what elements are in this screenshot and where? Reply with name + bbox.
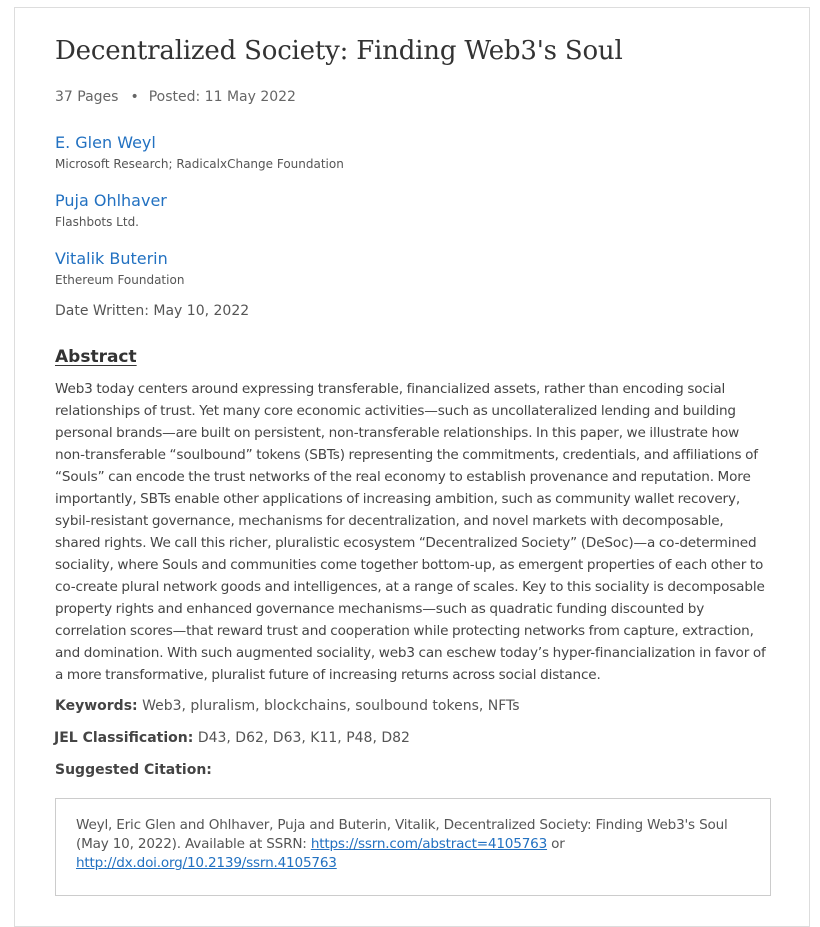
citation-label: Suggested Citation: — [55, 762, 212, 778]
citation-row — [55, 762, 212, 778]
author-affiliation: Flashbots Ltd. — [55, 215, 139, 229]
author-block — [55, 248, 184, 290]
page-count: 37 Pages — [55, 89, 119, 105]
author-link[interactable]: E. Glen Weyl — [55, 133, 156, 152]
citation-text: Weyl, Eric Glen and Ohlhaver, Puja and Buterin, Vitalik, Decentralized Society: Finding Web3's Soul (May 10, 2022). Available at SSRN: — [76, 817, 728, 852]
abstract-heading: Abstract — [55, 347, 137, 367]
paper-meta — [55, 89, 296, 105]
jel-value: D43, D62, D63, K11, P48, D82 — [197, 730, 410, 746]
author-affiliation: Microsoft Research; RadicalxChange Foundation — [55, 157, 344, 171]
paper-title: Decentralized Society: Finding Web3's Soul — [55, 36, 623, 66]
keywords-label: Keywords: — [55, 698, 138, 714]
abstract-text: Web3 today centers around expressing transferable, financialized assets, rather than encoding social relationships of trust. Yet many core economic activities—such as uncollateralized lending and building personal brands—are built on persistent, non-transferable relationships. In this paper, we illustrate how non-transferable “soulbound” tokens (SBTs) representing the commitments, credentials, and affiliations of “Souls” can encode the trust networks of the real economy to establish provenance and reputation. More importantly, SBTs enable other applications of increasing ambition, such as community wallet recovery, sybil-resistant governance, mechanisms for decentralization, and novel markets with decomposable, shared rights. We call this richer, pluralistic ecosystem “Decentralized Society” (DeSoc)—a co-determined sociality, where Souls and communities come together bottom-up, as emergent properties of each other to co-create plural network goods and intelligences, at a range of scales. Key to this sociality is decomposable property rights and enhanced governance mechanisms—such as quadratic funding discounted by correlation scores—that reward trust and cooperation while protecting networks from capture, extraction, and domination. With such augmented sociality, web3 can eschew today’s hyper-financialization in favor of a more transformative, pluralist future of increasing returns across social distance. — [55, 381, 766, 683]
posted-date: Posted: 11 May 2022 — [148, 89, 296, 105]
author-affiliation: Ethereum Foundation — [55, 273, 185, 287]
citation-box — [55, 798, 771, 896]
author-block — [55, 190, 167, 232]
jel-row — [54, 730, 410, 746]
author-block — [55, 132, 344, 174]
meta-separator: • — [130, 89, 139, 105]
keywords-row — [55, 698, 520, 714]
citation-or: or — [547, 836, 565, 852]
paper-card — [14, 7, 810, 927]
author-link[interactable]: Vitalik Buterin — [55, 249, 168, 268]
date-written: Date Written: May 10, 2022 — [55, 303, 250, 319]
doi-link[interactable]: http://dx.doi.org/10.2139/ssrn.4105763 — [76, 855, 337, 871]
jel-label: JEL Classification: — [54, 730, 194, 746]
author-link[interactable]: Puja Ohlhaver — [55, 191, 167, 210]
ssrn-link[interactable]: https://ssrn.com/abstract=4105763 — [310, 836, 548, 852]
keywords-value: Web3, pluralism, blockchains, soulbound tokens, NFTs — [142, 698, 520, 714]
